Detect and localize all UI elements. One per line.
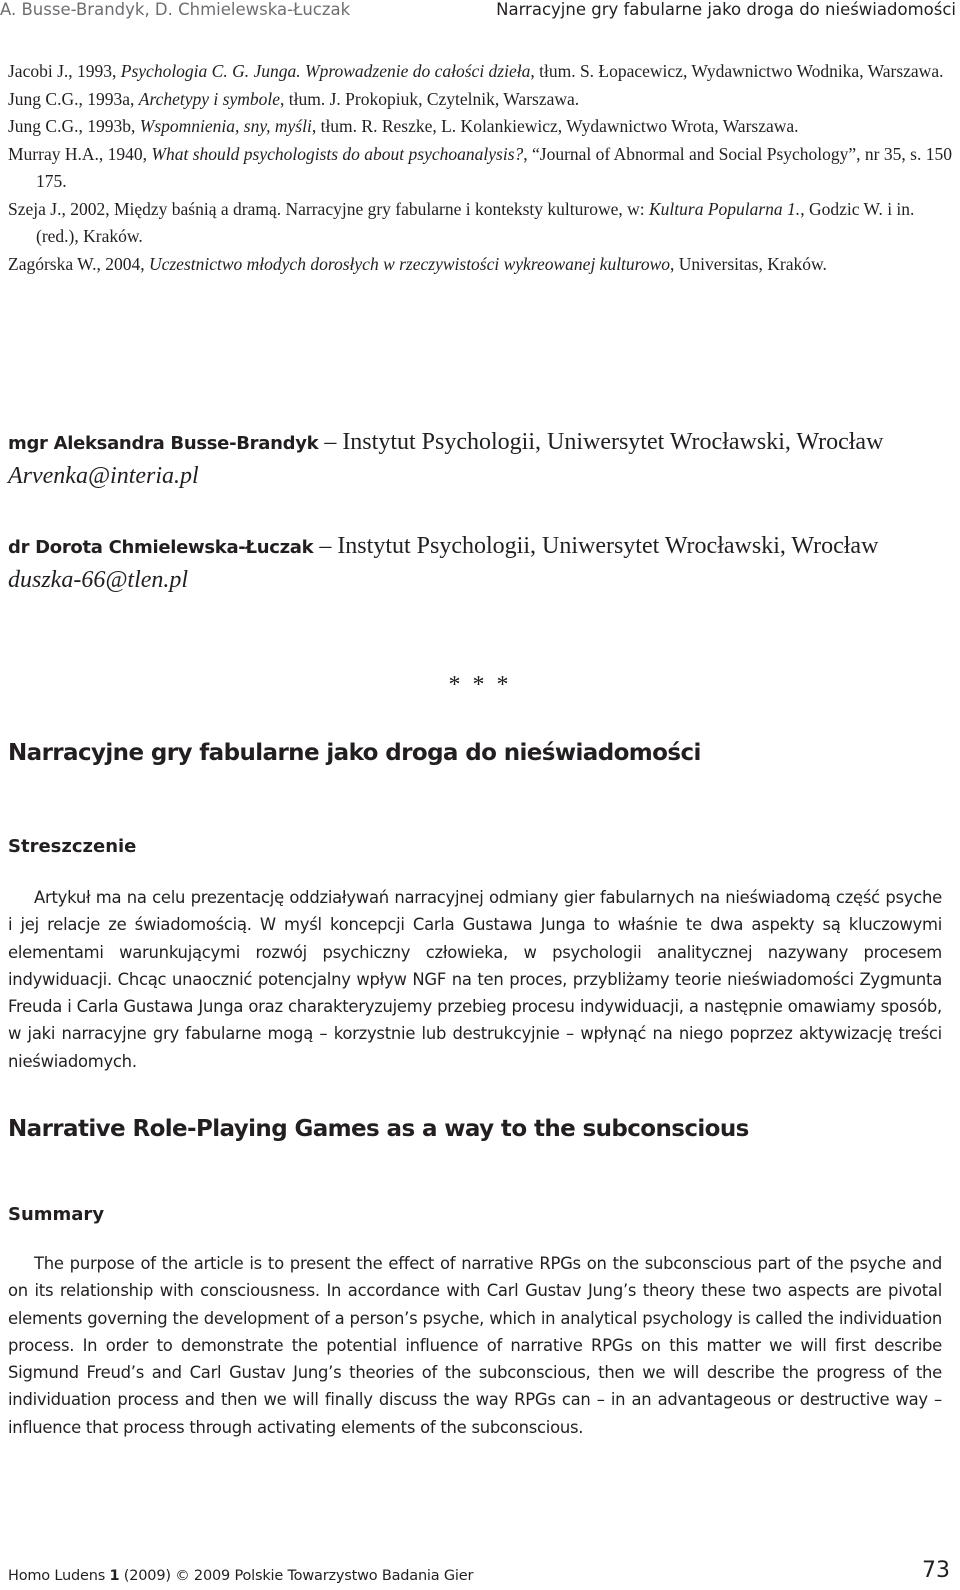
reference-item: Szeja J., 2002, Między baśnią a dramą. Narracyjne gry fabularne i konteksty kulturowe, w: Kultura Popularna 1., Godzic W. i in. (red.), Kraków. bbox=[8, 198, 915, 246]
section-separator: * * * bbox=[448, 672, 512, 698]
author-email[interactable]: duszka-66@tlen.pl bbox=[8, 567, 189, 593]
author-name: dr Dorota Chmielewska-Łuczak bbox=[8, 537, 314, 558]
reference-item: Jung C.G., 1993a, Archetypy i symbole, tłum. J. Prokopiuk, Czytelnik, Warszawa. bbox=[8, 88, 580, 109]
english-abstract-heading: Summary bbox=[8, 1204, 105, 1225]
running-head-title: Narracyjne gry fabularne jako droga do nieświadomości bbox=[496, 0, 956, 19]
english-title: Narrative Role-Playing Games as a way to the subconscious bbox=[8, 1116, 749, 1142]
author-email[interactable]: Arvenka@interia.pl bbox=[8, 463, 199, 489]
reference-item: Jung C.G., 1993b, Wspomnienia, sny, myśli, tłum. R. Reszke, L. Kolankiewicz, Wydawnictwo Wrota, Warszawa. bbox=[8, 116, 799, 136]
author-affiliation: Instytut Psychologii, Uniwersytet Wrocławski, Wrocław bbox=[337, 533, 879, 559]
page-footer bbox=[0, 1558, 960, 1588]
author-block: mgr Aleksandra Busse-Brandyk – Instytut Psychologii, Uniwersytet Wrocławski, Wrocław Arvenka@interia.pl bbox=[8, 426, 952, 492]
running-head-authors: A. Busse-Brandyk, D. Chmielewska-Łuczak bbox=[0, 0, 351, 19]
polish-title: Narracyjne gry fabularne jako droga do nieświadomości bbox=[8, 740, 701, 766]
reference-item: Jacobi J., 1993, Psychologia C. G. Junga. Wprowadzenie do całości dzieła, tłum. S. Łopacewicz, Wydawnictwo Wodnika, Warszawa. bbox=[8, 61, 944, 81]
polish-abstract-heading: Streszczenie bbox=[8, 836, 137, 857]
running-head bbox=[0, 0, 960, 24]
references-list bbox=[8, 58, 952, 278]
author-name: mgr Aleksandra Busse-Brandyk bbox=[8, 433, 319, 454]
reference-item: Murray H.A., 1940, What should psychologists do about psychoanalysis?, “Journal of Abnormal and Social Psychology”, nr 35, s. 150 175. bbox=[8, 143, 952, 191]
page-number: 73 bbox=[922, 1558, 950, 1583]
author-affiliation: Instytut Psychologii, Uniwersytet Wrocławski, Wrocław bbox=[342, 429, 884, 455]
polish-abstract-text: Artykuł ma na celu prezentację oddziaływań narracyjnej odmiany gier fabularnych na nieświadomą część psyche i jej relacje ze świadomością. W myśl koncepcji Carla Gustawa Junga to właśnie te dwa aspekty są kluczowymi elementami warunkującymi rozwój psychiczny człowieka, w psychologii analitycznej nazywany procesem indywiduacji. Chcąc unaocznić potencjalny wpływ NGF na ten proces, przybliżamy teorie nieświadomości Zygmunta Freuda i Carla Gustawa Junga oraz charakteryzujemy przebieg procesu indywiduacji, a następnie omawiamy sposób, w jaki narracyjne gry fabularne mogą – korzystnie lub destrukcyjnie – wpłynąć na niego poprzez aktywizację treści nieświadomych. bbox=[8, 888, 942, 1071]
author-block: dr Dorota Chmielewska-Łuczak – Instytut Psychologii, Uniwersytet Wrocławski, Wrocław duszka-66@tlen.pl bbox=[8, 530, 952, 596]
english-abstract-text: The purpose of the article is to present the effect of narrative RPGs on the subconscious part of the psyche and on its relationship with consciousness. In accordance with Carl Gustav Jung’s theory these two aspects are pivotal elements governing the development of a person’s psyche, which in analytical psychology is called the individuation process. In order to demonstrate the potential influence of narrative RPGs on this matter we will first describe Sigmund Freud’s and Carl Gustav Jung’s theories of the subconscious, then we will describe the progress of the individuation process and then we will finally discuss the way RPGs can – in an advantageous or destructive way – influence that process through activating elements of the subconscious. bbox=[8, 1254, 942, 1437]
reference-item: Zagórska W., 2004, Uczestnictwo młodych dorosłych w rzeczywistości wykreowanej kulturowo, Universitas, Kraków. bbox=[8, 253, 827, 274]
footer-citation: Homo Ludens 1 (2009) © 2009 Polskie Towarzystwo Badania Gier bbox=[8, 1568, 474, 1584]
